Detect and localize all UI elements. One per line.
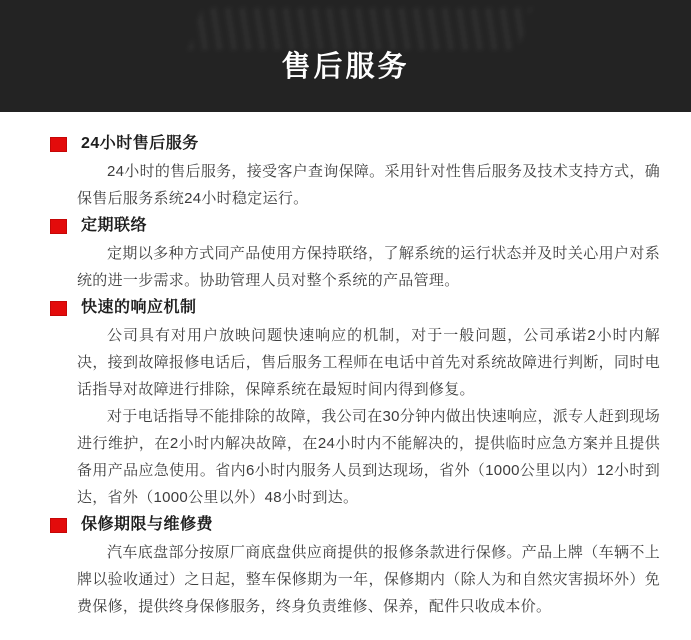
section-paragraph: 24小时的售后服务，接受客户查询保障。采用针对性售后服务及技术支持方式，确保售后服务系统24小时稳定运行。 [77, 163, 660, 207]
section-header-row [50, 216, 660, 236]
section-heading: 快速的响应机制 [81, 299, 197, 316]
page-title: 售后服务 [281, 50, 410, 83]
red-square-bullet-icon [50, 219, 67, 234]
section-regular-contact [50, 216, 660, 294]
section-heading: 定期联络 [81, 217, 148, 234]
section-heading: 保修期限与维修费 [81, 516, 214, 533]
section-24h-service [50, 134, 660, 212]
red-square-bullet-icon [50, 518, 67, 533]
section-fast-response [50, 298, 660, 511]
section-paragraph: 公司具有对用户放映问题快速响应的机制，对于一般问题，公司承诺2小时内解决，接到故障报修电话后，售后服务工程师在电话中首先对系统故障进行判断，同时电话指导对故障进行排除，保障系统在最短时间内得到修复。 [77, 327, 660, 398]
section-warranty [50, 515, 660, 620]
section-paragraph: 定期以多种方式同产品使用方保持联络，了解系统的运行状态并及时关心用户对系统的进一步需求。协助管理人员对整个系统的产品管理。 [77, 245, 660, 289]
red-square-bullet-icon [50, 137, 67, 152]
section-paragraph: 汽车底盘部分按原厂商底盘供应商提供的报修条款进行保修。产品上牌（车辆不上牌以验收通过）之日起，整车保修期为一年，保修期内（除人为和自然灾害损坏外）免费保修，提供终身保修服务，终身负责维修、保养，配件只收成本价。 [77, 544, 660, 615]
section-heading: 24小时售后服务 [81, 135, 199, 152]
header-banner [0, 0, 691, 112]
red-square-bullet-icon [50, 301, 67, 316]
content [0, 134, 691, 620]
section-header-row [50, 515, 660, 535]
section-header-row [50, 134, 660, 154]
section-paragraph: 对于电话指导不能排除的故障，我公司在30分钟内做出快速响应，派专人赶到现场进行维护，在2小时内解决故障，在24小时内不能解决的，提供临时应急方案并且提供备用产品应急使用。省内6小时内服务人员到达现场，省外（1000公里以内）12小时到达，省外（1000公里以外）48小时到达。 [77, 408, 660, 506]
section-header-row [50, 298, 660, 318]
header-watermark [188, 8, 532, 50]
